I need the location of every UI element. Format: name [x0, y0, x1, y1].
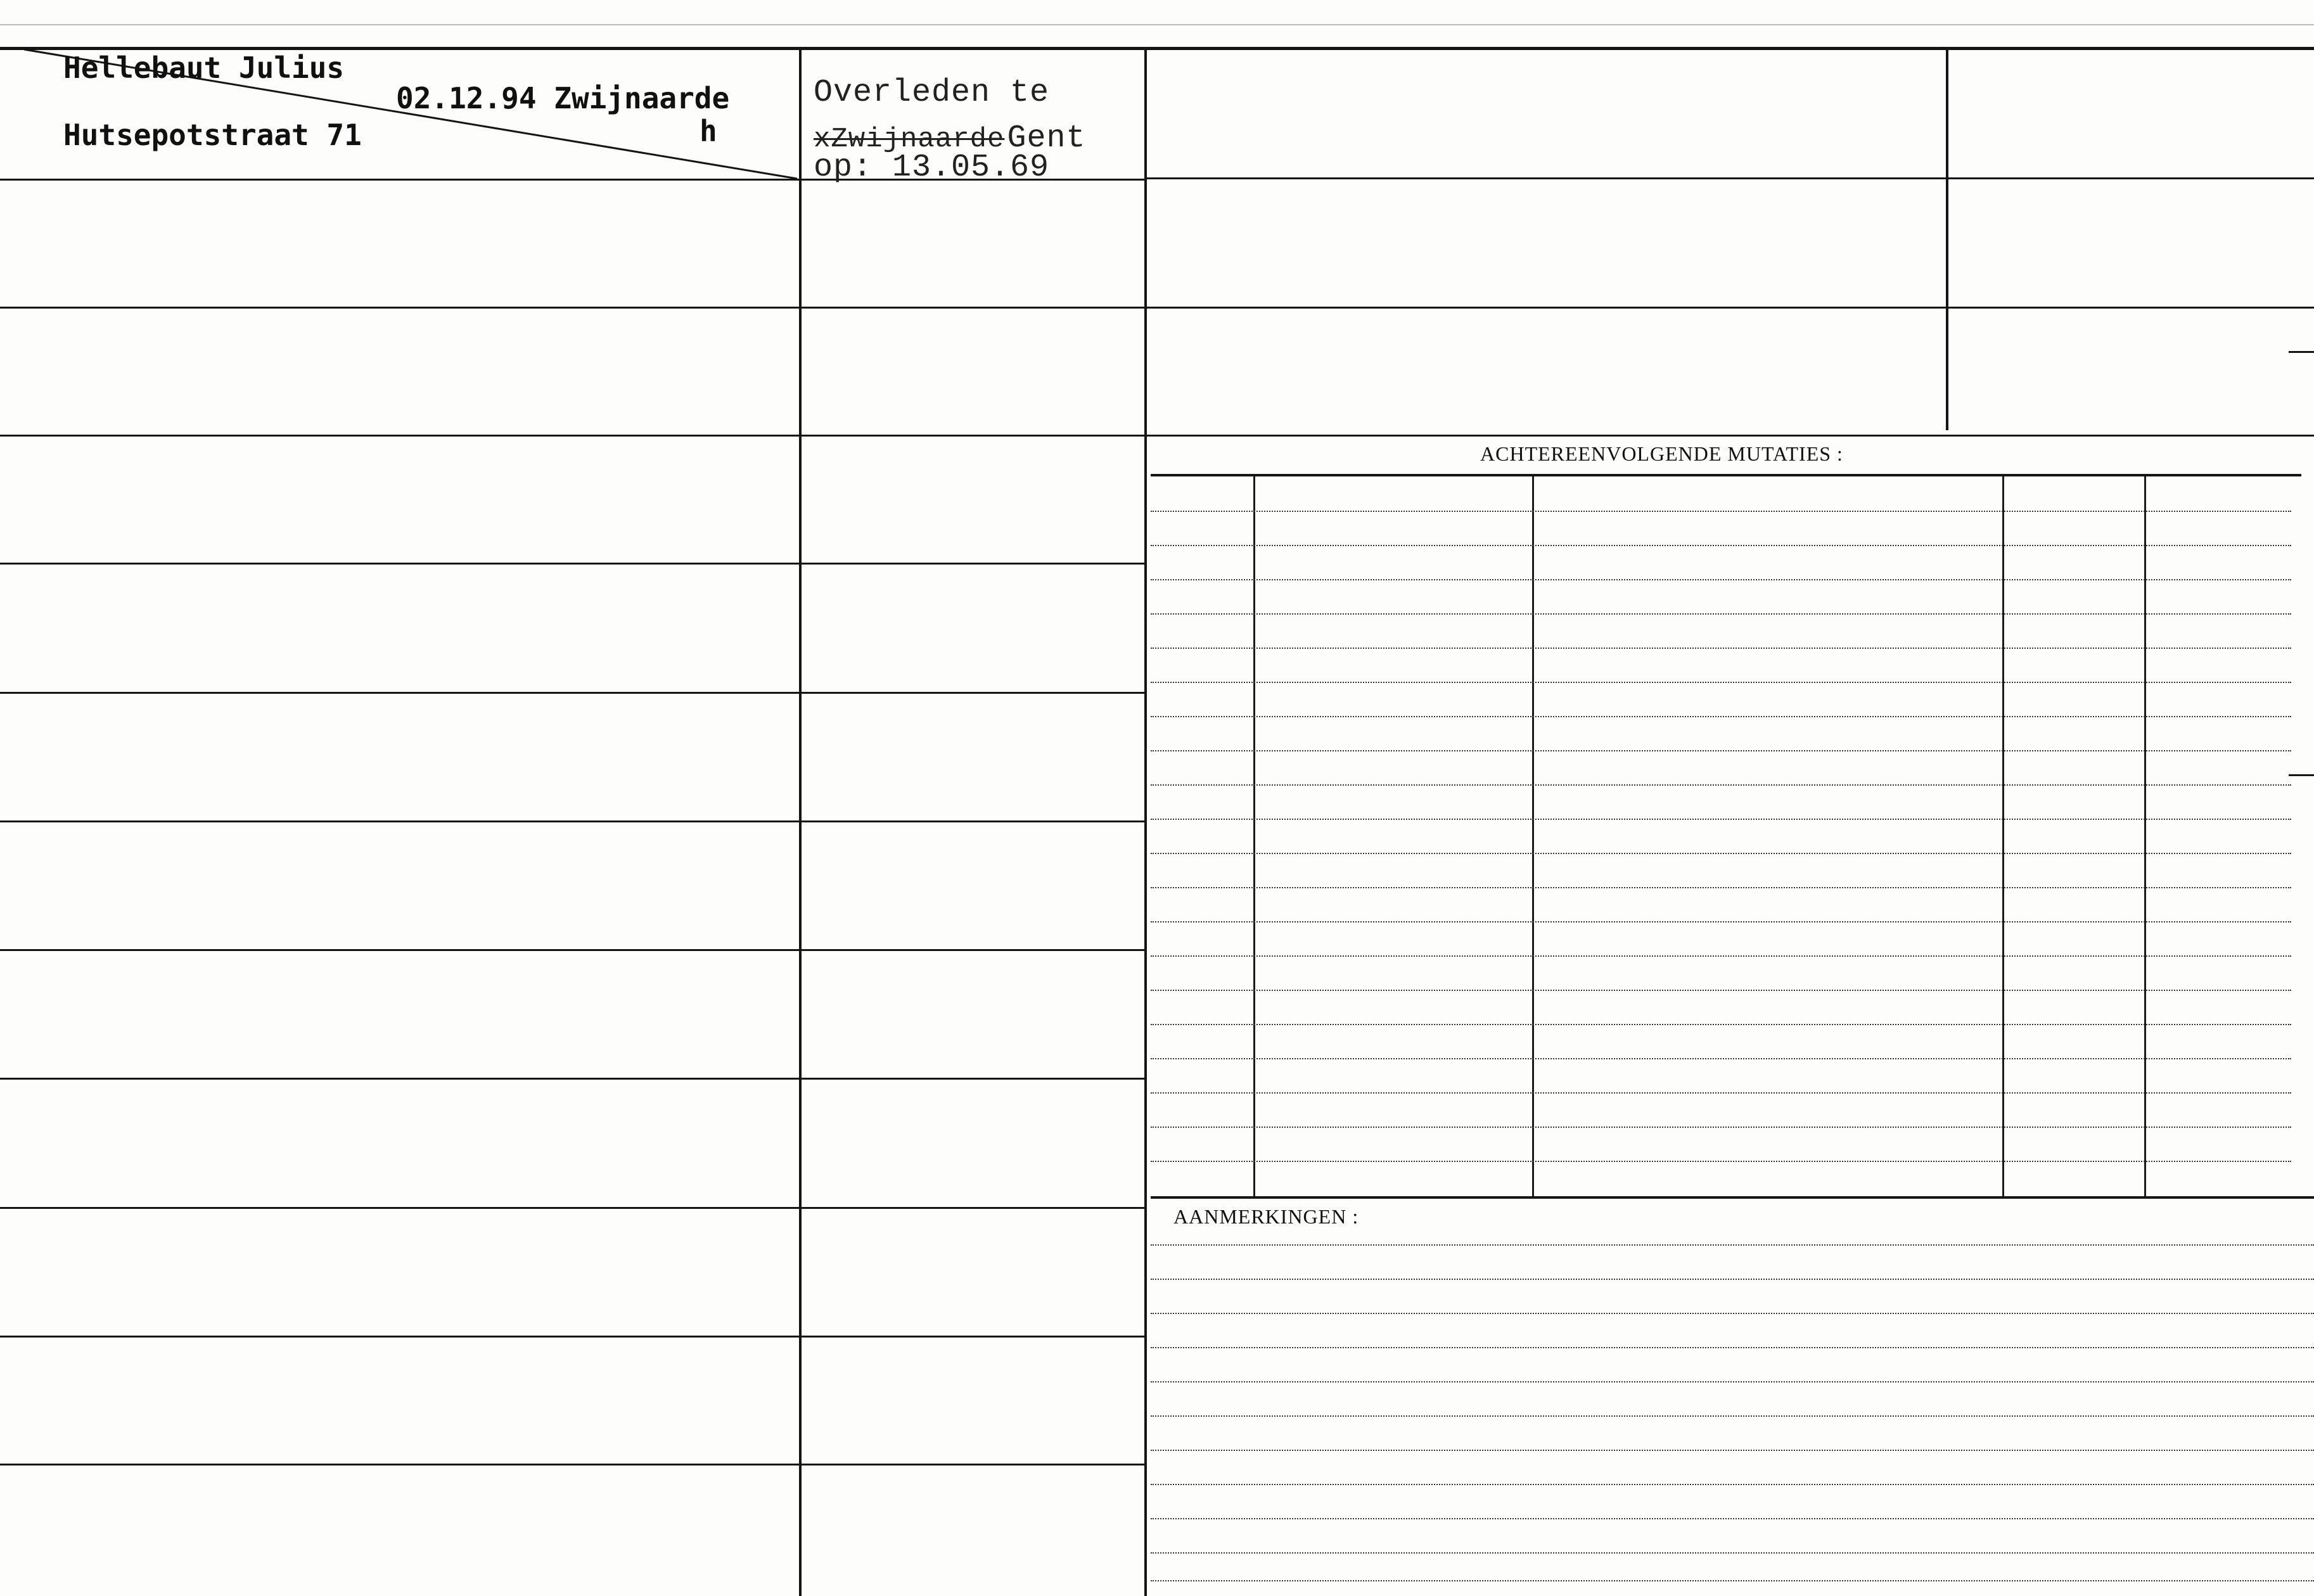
death-place: Gent [1007, 120, 1086, 156]
remarks-ruled-line [1151, 1313, 2314, 1314]
row-line [0, 1078, 1144, 1080]
column-divider-1 [799, 50, 802, 1596]
mutations-ruled-line [1151, 955, 2291, 957]
right-row-line [1144, 177, 2314, 179]
edge-tick [2289, 774, 2314, 776]
mutations-ruled-line [1151, 716, 2291, 717]
row-line [0, 563, 1144, 565]
remarks-ruled-line [1151, 1552, 2314, 1554]
mutations-ruled-line [1151, 887, 2291, 888]
remarks-ruled-line [1151, 1580, 2314, 1581]
row-line [0, 1336, 1144, 1337]
mutations-ruled-line [1151, 682, 2291, 683]
right-row-line [1144, 307, 2314, 309]
mutations-ruled-line [1151, 921, 2291, 922]
row-line [0, 435, 1144, 437]
mutations-ruled-line [1151, 648, 2291, 649]
address: Hutsepotstraat 71 [63, 118, 362, 152]
remarks-ruled-line [1151, 1415, 2314, 1417]
remarks-ruled-line [1151, 1244, 2314, 1246]
mutations-col-divider [1532, 476, 1534, 1196]
row-line [0, 692, 1144, 694]
remarks-ruled-line [1151, 1381, 2314, 1382]
birth-info: 02.12.94 Zwijnaarde [396, 81, 730, 115]
death-label: Overleden te [814, 75, 1050, 111]
mutations-ruled-line [1151, 1058, 2291, 1059]
person-name: Hellebaut Julius [63, 51, 345, 85]
mutations-ruled-line [1151, 1127, 2291, 1128]
mutations-ruled-line [1151, 750, 2291, 751]
mutations-ruled-line [1151, 1092, 2291, 1094]
mutations-ruled-line [1151, 784, 2291, 786]
mutations-ruled-line [1151, 545, 2291, 546]
remarks-ruled-line [1151, 1450, 2314, 1451]
mutations-col-divider [2144, 476, 2146, 1196]
remarks-ruled-line [1151, 1347, 2314, 1348]
mutations-ruled-line [1151, 579, 2291, 580]
sex-marker: h [700, 114, 717, 148]
mutations-title: ACHTEREENVOLGENDE MUTATIES : [1480, 442, 1843, 465]
mutations-ruled-line [1151, 613, 2291, 615]
remarks-ruled-line [1151, 1484, 2314, 1485]
right-row-line [1144, 435, 2314, 437]
mutations-top-line [1151, 474, 2301, 476]
row-line [0, 820, 1144, 822]
mutations-col-divider [1253, 476, 1255, 1196]
death-place-struck: xZwijnaarde [814, 124, 1005, 155]
column-divider-2 [1144, 50, 1147, 1596]
row-line [0, 949, 1144, 951]
mutations-ruled-line [1151, 511, 2291, 512]
remarks-title: AANMERKINGEN : [1173, 1205, 1359, 1228]
mutations-ruled-line [1151, 1161, 2291, 1162]
remarks-ruled-line [1151, 1279, 2314, 1280]
row-line [0, 307, 1144, 309]
column-divider-3 [1946, 50, 1948, 430]
death-date: op: 13.05.69 [814, 150, 1050, 186]
mutations-ruled-line [1151, 819, 2291, 820]
row-line [0, 1207, 1144, 1209]
edge-tick [2289, 351, 2314, 353]
mutations-bottom-line [1151, 1196, 2314, 1199]
row-line [0, 1464, 1144, 1465]
mutations-col-divider [2002, 476, 2004, 1196]
remarks-ruled-line [1151, 1518, 2314, 1519]
mutations-ruled-line [1151, 1024, 2291, 1025]
mutations-ruled-line [1151, 990, 2291, 991]
mutations-ruled-line [1151, 853, 2291, 854]
